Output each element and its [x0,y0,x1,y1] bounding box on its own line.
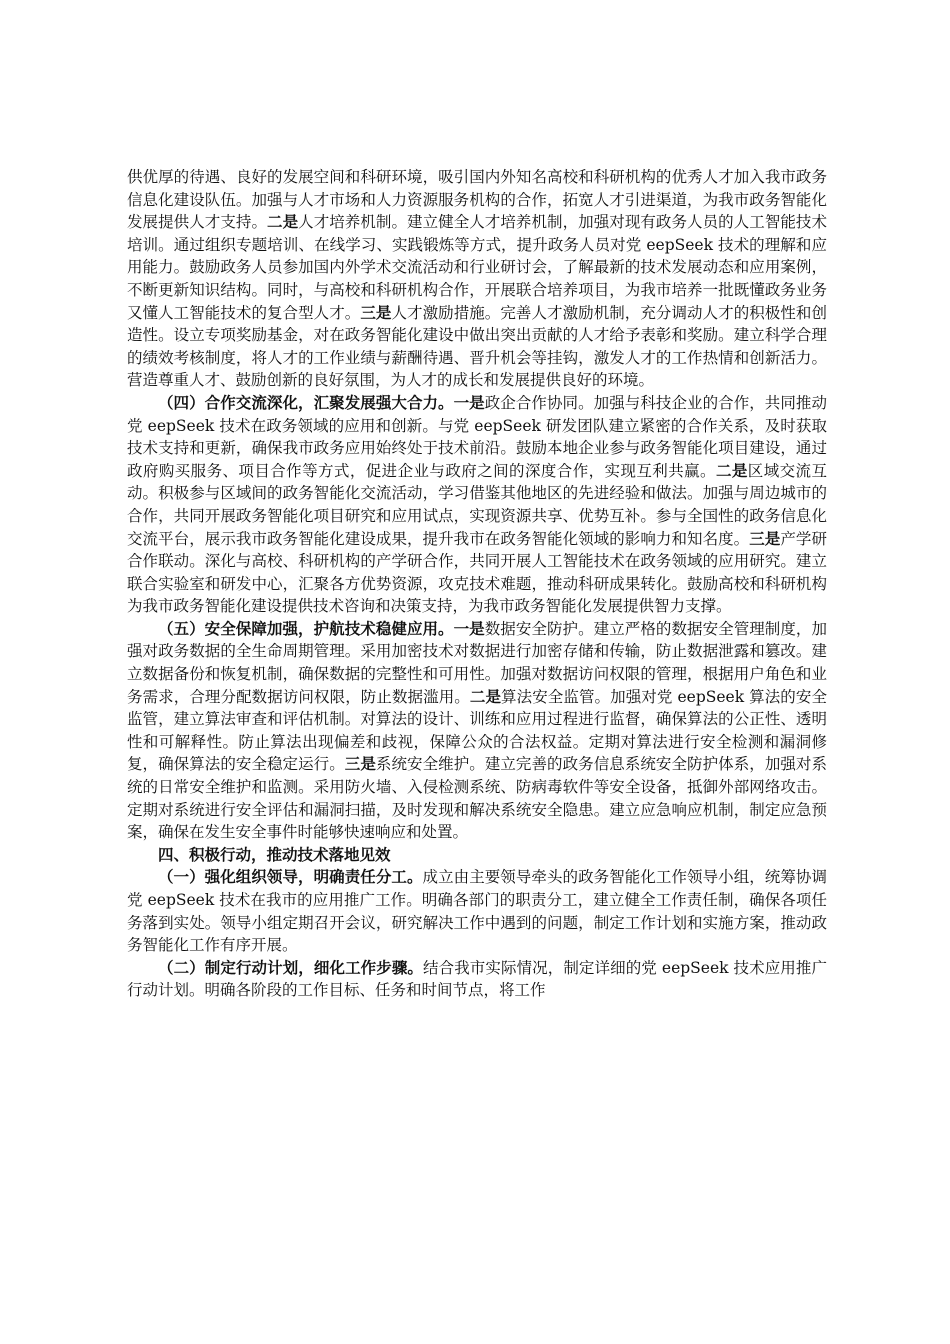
text-run: 人才激励措施。完善人才激励机制，充分调动人才的积极性和创造性。设立专项奖励基金，对在政务智能化建设中做出突出贡献的人才给予表彰和奖励。建立科学合理的绩效考核制度，将人才的工作业绩与薪酬待遇、晋升机会等挂钩，激发人才的工作热情和创新活力。营造尊重人才、鼓励创新的良好氛围，为人才的成长和发展提供良好的环境。 [127,303,827,390]
emphasis-run: 二是 [267,212,299,232]
paragraph-security [127,618,827,844]
paragraph-action-plan [127,957,827,1002]
emphasis-run: （一）强化组织领导，明确责任分工。 [158,867,423,887]
text-run: 产学研合作联动。深化与高校、科研机构的产学研合作，共同开展人工智能技术在政务领域的应用研究。建立联合实验室和研发中心，汇聚各方优势资源，攻克技术难题，推动科研成果转化。鼓励高校和科研机构为我市政务智能化建设提供技术咨询和决策支持，为我市政务智能化发展提供智力支撑。 [127,529,827,616]
emphasis-run: （四）合作交流深化，汇聚发展强大合力。一是 [158,392,485,412]
emphasis-run: 三是 [749,528,781,548]
paragraph-organization [127,866,827,956]
paragraph-cooperation [127,392,827,618]
paragraph-talent-continued [127,166,827,392]
text-run: 人才培养机制。建立健全人才培养机制，加强对现有政务人员的人工智能技术培训。通过组织专题培训、在线学习、实践锻炼等方式，提升政务人员对党 eepSeek 技术的理解和应用能力。鼓励政务人员参加国内外学术交流活动和行业研讨会，了解最新的技术发展动态和应用案例，不断更新知识结构。同时，与高校和科研机构合作，开展联合培养项目，为我市培养一批既懂政务业务又懂人工智能技术的复合型人才。 [127,213,827,322]
emphasis-run: （二）制定行动计划，细化工作步骤。 [158,957,424,977]
section-heading-text: 四、积极行动，推动技术落地见效 [158,844,391,864]
text-run: 区域交流互动。积极参与区域间的政务智能化交流活动，学习借鉴其他地区的先进经验和做法。加强与周边城市的合作，共同开展政务智能化项目研究和应用试点，实现资源共享、优势互补。参与全国性的政务信息化交流平台，展示我市政务智能化建设成果，提升我市在政务智能化领域的影响力和知名度。 [127,461,827,548]
emphasis-run: 二是 [469,686,502,706]
text-run: 系统安全维护。建立完善的政务信息系统安全防护体系，加强对系统的日常安全维护和监测。采用防火墙、入侵检测系统、防病毒软件等安全设备，抵御外部网络攻击。定期对系统进行安全评估和漏洞扫描，及时发现和解决系统安全隐患。建立应急响应机制，制定应急预案，确保在发生安全事件时能够快速响应和处置。 [127,755,827,842]
text-run: 供优厚的待遇、良好的发展空间和科研环境，吸引国内外知名高校和科研机构的优秀人才加入我市政务信息化建设队伍。加强与人才市场和人力资源服务机构的合作，拓宽人才引进渠道，为我市政务智能化发展提供人才支持。 [127,168,827,232]
text-run: 成立由主要领导牵头的政务智能化工作领导小组，统筹协调党 eepSeek 技术在我市的应用推广工作。明确各部门的职责分工，建立健全工作责任制，确保各项任务落到实处。领导小组定期召开会议，研究解决工作中遇到的问题，制定工作计划和实施方案，推动政务智能化工作有序开展。 [127,868,827,955]
text-run: 数据安全防护。建立严格的数据安全管理制度，加强对政务数据的全生命周期管理。采用加密技术对数据进行加密存储和传输，防止数据泄露和篡改。建立数据备份和恢复机制，确保数据的完整性和可用性。加强对数据访问权限的管理，根据用户角色和业务需求，合理分配数据访问权限，防止数据滥用。 [127,619,827,706]
emphasis-run: 三是 [360,302,392,322]
emphasis-run: （五）安全保障加强，护航技术稳健应用。一是 [158,618,485,638]
text-run: 政企合作协同。加强与科技企业的合作，共同推动党 eepSeek 技术在政务领域的应用和创新。与党 eepSeek 研发团队建立紧密的合作关系，及时获取技术支持和更新，确保我市政务应用始终处于技术前沿。鼓励本地企业参与政务智能化项目建设，通过政府购买服务、项目合作等方式，促进企业与政府之间的深度合作，实现互利共赢。 [127,393,827,480]
emphasis-run: 三是 [344,754,376,774]
emphasis-run: 二是 [715,460,748,480]
text-run: 算法安全监管。加强对党 eepSeek 算法的安全监管，建立算法审查和评估机制。对算法的设计、训练和应用过程进行监督，确保算法的公正性、透明性和可解释性。防止算法出现偏差和歧视，保障公众的合法权益。定期对算法进行安全检测和漏洞修复，确保算法的安全稳定运行。 [127,687,827,774]
text-run: 结合我市实际情况，制定详细的党 eepSeek 技术应用推广行动计划。明确各阶段的工作目标、任务和时间节点，将工作 [127,958,827,1000]
document-page [127,166,827,1002]
section-heading-four [127,844,827,867]
